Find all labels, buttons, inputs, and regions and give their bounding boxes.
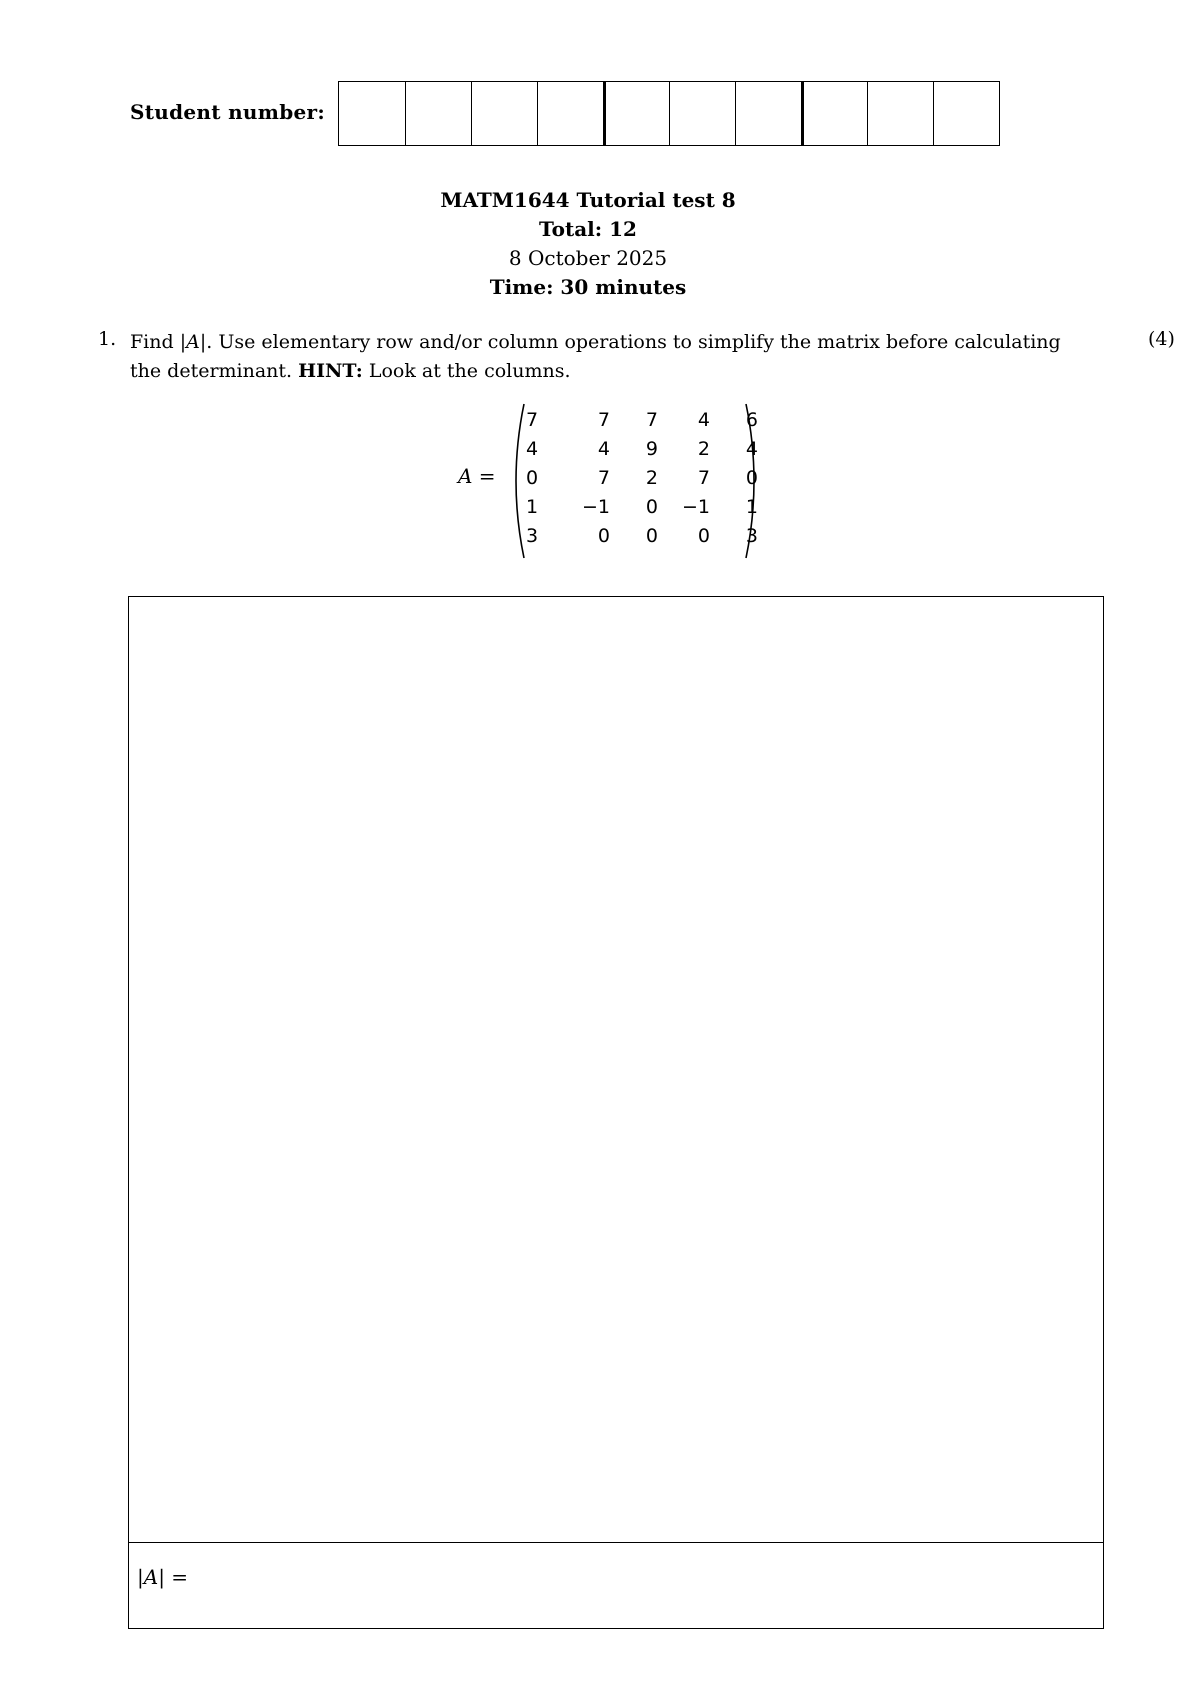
matrix-cell: 7 (597, 409, 610, 431)
matrix-cell: 2 (697, 438, 710, 460)
student-digit-box[interactable] (339, 82, 405, 145)
student-number-label: Student number: (130, 100, 326, 124)
matrix-cell: 2 (645, 467, 658, 489)
matrix-cell: 4 (526, 438, 539, 460)
matrix-cell: 0 (697, 525, 710, 547)
hint-label: HINT: (298, 360, 363, 382)
matrix-cell: 0 (645, 525, 658, 547)
matrix-cell: 4 (597, 438, 610, 460)
answer-var: A (143, 1565, 159, 1589)
matrix-cell: 6 (745, 409, 758, 431)
student-digit-box[interactable] (405, 82, 471, 145)
final-answer-field[interactable] (137, 1565, 188, 1589)
hint-text: Look at the columns. (362, 360, 571, 382)
matrix-cell: 7 (697, 467, 710, 489)
matrix-cell: 4 (745, 438, 758, 460)
course-title: MATM1644 Tutorial test 8 (440, 188, 736, 212)
total-marks: Total: 12 (539, 217, 637, 241)
student-digit-box[interactable] (867, 82, 933, 145)
matrix-label-var: A (458, 464, 473, 488)
answer-abs-open: | (137, 1565, 144, 1589)
question-marks: (4) (1148, 328, 1175, 350)
matrix-label-eq: = (472, 464, 496, 488)
time-limit: Time: 30 minutes (489, 275, 687, 299)
student-digit-box[interactable] (801, 82, 867, 145)
matrix-cell: 0 (745, 467, 758, 489)
matrix-cell: 0 (526, 467, 539, 489)
matrix-cell: 7 (645, 409, 658, 431)
question-text-part2: . Use elementary row and/or column operations to simplify the matrix before calculating the determinant. (130, 331, 1061, 382)
matrix-label (458, 464, 496, 488)
matrix-variable: A (186, 331, 200, 353)
matrix-cell: 3 (745, 525, 758, 547)
student-digit-box[interactable] (735, 82, 801, 145)
matrix-cell: 9 (645, 438, 658, 460)
working-area[interactable] (129, 597, 1103, 1543)
question-text-part1: Find (130, 331, 180, 353)
matrix-cell: −1 (581, 496, 610, 518)
matrix-cell: 4 (697, 409, 710, 431)
matrix-cell: 0 (645, 496, 658, 518)
student-digit-box[interactable] (933, 82, 999, 145)
student-number-boxes (338, 81, 1000, 146)
abs-open: | (179, 331, 187, 353)
matrix-cell: 0 (597, 525, 610, 547)
test-date: 8 October 2025 (508, 246, 668, 270)
student-digit-box[interactable] (537, 82, 603, 145)
student-digit-box[interactable] (603, 82, 669, 145)
matrix-cell: 1 (526, 496, 539, 518)
student-digit-box[interactable] (669, 82, 735, 145)
answer-box (128, 596, 1104, 1629)
question-number: 1. (98, 328, 117, 350)
matrix-cell: 7 (526, 409, 539, 431)
test-header (0, 186, 1176, 302)
answer-abs-close: | (158, 1565, 165, 1589)
matrix-cell: 3 (526, 525, 539, 547)
abs-close: | (199, 331, 207, 353)
matrix-cell: 1 (745, 496, 758, 518)
matrix-grid (520, 406, 758, 551)
question-text (130, 328, 1090, 386)
student-digit-box[interactable] (471, 82, 537, 145)
answer-eq: = (164, 1565, 189, 1589)
matrix-cell: −1 (681, 496, 710, 518)
matrix-cell: 7 (597, 467, 610, 489)
